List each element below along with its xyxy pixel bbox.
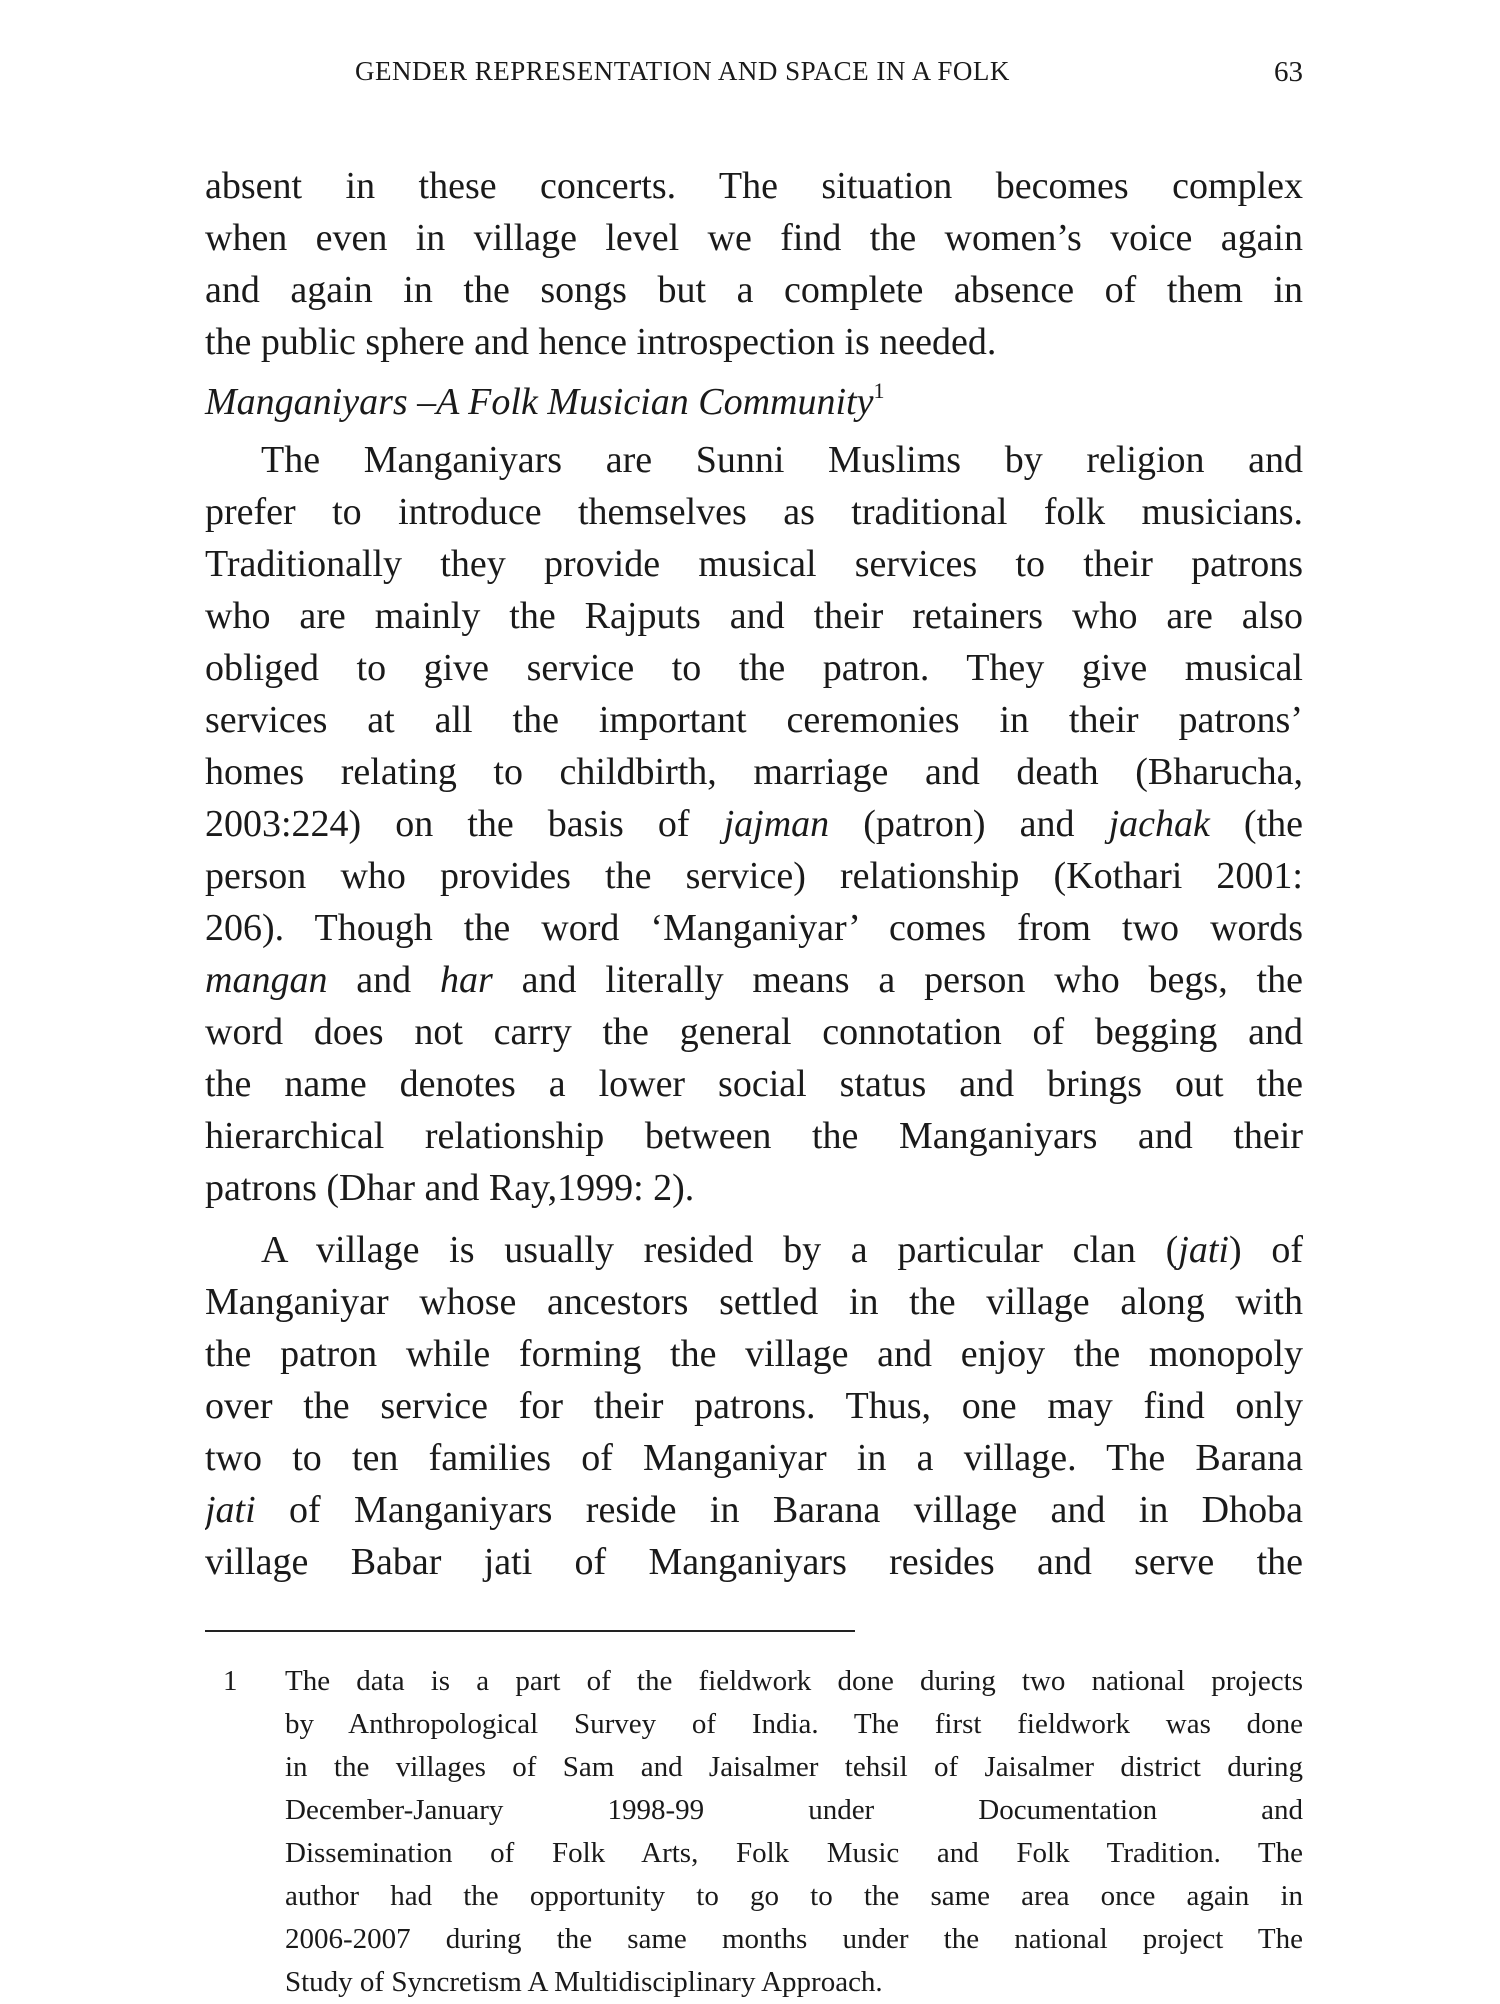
text-line	[205, 798, 1303, 850]
text-line	[205, 1224, 1303, 1276]
text-run: 2003:224) on the basis of	[205, 803, 724, 845]
section-heading	[205, 376, 1303, 428]
text-run: (patron) and	[829, 803, 1109, 845]
footnote-text	[285, 1660, 1303, 2004]
paragraph-gap	[205, 1214, 1303, 1224]
italic-term: jati	[1178, 1229, 1229, 1271]
text-line: village Babar jati of Manganiyars resides and serve the	[205, 1541, 1303, 1583]
text-line: homes relating to childbirth, marriage and death (Bharucha,	[205, 751, 1303, 793]
text-line	[205, 954, 1303, 1006]
text-line: person who provides the service) relationship (Kothari 2001:	[205, 855, 1303, 897]
text-run: A village is usually resided by a particular clan (	[261, 1229, 1179, 1271]
text-line: prefer to introduce themselves as traditional folk musicians.	[205, 491, 1303, 533]
italic-term: mangan	[205, 959, 328, 1001]
body-text	[205, 160, 1303, 1588]
paragraph-2	[205, 434, 1303, 1214]
text-line: Traditionally they provide musical services to their patrons	[205, 543, 1303, 585]
italic-term: jachak	[1108, 803, 1210, 845]
text-line: patrons (Dhar and Ray,1999: 2).	[205, 1167, 695, 1209]
text-line: when even in village level we find the women’s voice again	[205, 217, 1303, 259]
paragraph-1	[205, 160, 1303, 368]
text-line: and again in the songs but a complete absence of them in	[205, 269, 1303, 311]
section-heading-text: Manganiyars –A Folk Musician Community	[205, 381, 874, 423]
italic-term: jajman	[723, 803, 830, 845]
text-line: who are mainly the Rajputs and their retainers who are also	[205, 595, 1303, 637]
text-line: services at all the important ceremonies in their patrons’	[205, 699, 1303, 741]
text-line: Manganiyar whose ancestors settled in the village along with	[205, 1281, 1303, 1323]
text-line: the name denotes a lower social status and brings out the	[205, 1063, 1303, 1105]
text-line: the patron while forming the village and enjoy the monopoly	[205, 1333, 1303, 1375]
page-number: 63	[1274, 56, 1303, 88]
text-line: word does not carry the general connotation of begging and	[205, 1011, 1303, 1053]
text-line: hierarchical relationship between the Manganiyars and their	[205, 1115, 1303, 1157]
text-line: obliged to give service to the patron. They give musical	[205, 647, 1303, 689]
text-line: over the service for their patrons. Thus, one may find only	[205, 1385, 1303, 1427]
footnote-marker: 1	[223, 1665, 238, 1697]
text-run: and literally means a person who begs, the	[492, 959, 1303, 1001]
footnote-line: 2006-2007 during the same months under the national project The	[285, 1923, 1303, 1955]
text-line: two to ten families of Manganiyar in a village. The Barana	[205, 1437, 1303, 1479]
text-line: the public sphere and hence introspection is needed.	[205, 321, 997, 363]
footnote-line: Study of Syncretism A Multidisciplinary Approach.	[285, 1966, 883, 1998]
text-run: ) of	[1228, 1229, 1303, 1271]
footnote-line: by Anthropological Survey of India. The first fieldwork was done	[285, 1708, 1303, 1740]
footnote-line: December-January 1998-99 under Documentation and	[285, 1794, 1303, 1826]
running-header	[205, 56, 1303, 96]
text-run: of Manganiyars reside in Barana village and in Dhoba	[255, 1489, 1303, 1531]
footnote-line: Dissemination of Folk Arts, Folk Music and Folk Tradition. The	[285, 1837, 1303, 1869]
footnote-line: author had the opportunity to go to the same area once again in	[285, 1880, 1303, 1912]
text-run: and	[327, 959, 441, 1001]
paragraph-3	[205, 1224, 1303, 1588]
text-line: The Manganiyars are Sunni Muslims by religion and	[261, 439, 1303, 481]
footnote-divider	[205, 1630, 855, 1632]
text-line: 206). Though the word ‘Manganiyar’ comes from two words	[205, 907, 1303, 949]
italic-term: har	[440, 959, 493, 1001]
text-run: (the	[1209, 803, 1303, 845]
footnote-block	[205, 1660, 1303, 2004]
footnote-reference[interactable]: 1	[873, 378, 885, 403]
running-title: GENDER REPRESENTATION AND SPACE IN A FOLK	[355, 56, 1010, 86]
footnote-line: in the villages of Sam and Jaisalmer tehsil of Jaisalmer district during	[285, 1751, 1303, 1783]
italic-term: jati	[205, 1489, 256, 1531]
text-line: absent in these concerts. The situation becomes complex	[205, 165, 1303, 207]
footnote-line: The data is a part of the fieldwork done during two national projects	[285, 1665, 1303, 1697]
text-line	[205, 1484, 1303, 1536]
